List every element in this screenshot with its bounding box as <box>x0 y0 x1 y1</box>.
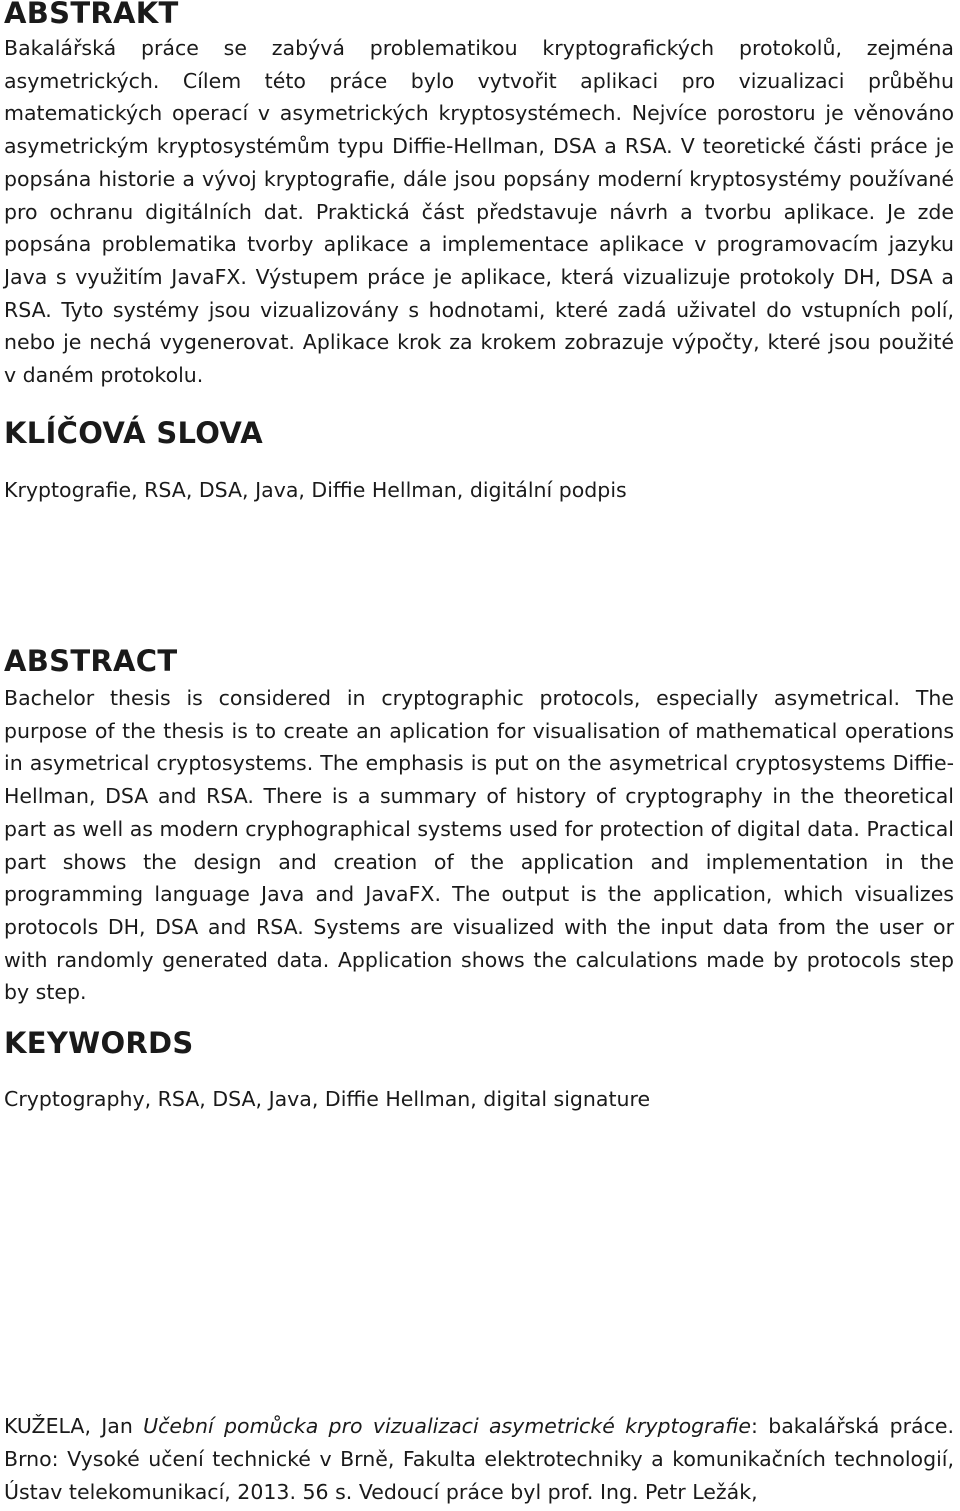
keywords-heading: KEYWORDS <box>4 1026 194 1060</box>
klicova-slova-heading: KLÍČOVÁ SLOVA <box>4 416 263 450</box>
citation-details: : bakalářská práce. Brno: Vysoké učení technické v Brně, Fakulta elektrotechniky a komunikačních technologií, Ústav telekomunikací, 2013. 56 s. Vedoucí práce byl prof. Ing. Petr Ležák, <box>4 1414 954 1504</box>
citation-author: KUŽELA, Jan <box>4 1414 144 1438</box>
abstrakt-heading: ABSTRAKT <box>4 0 179 30</box>
abstract-text: Bachelor thesis is considered in cryptographic protocols, especially asymetrical. The purpose of the thesis is to create an aplication for visualisation of mathematical operations in asymetrical cryptosystems. The emphasis is put on the asymetrical cryptosystems Diffie-Hellman, DSA and RSA. There is a summary of history of cryptography in the theoretical part as well as modern cryphographical systems used for protection of digital data. Practical part shows the design and creation of the application and implementation in the programming language Java and JavaFX. The output is the application, which visualizes protocols DH, DSA and RSA. Systems are visualized with the input data from the user or with randomly generated data. Application shows the calculations made by protocols step by step. <box>4 686 954 1005</box>
abstrakt-text: Bakalářská práce se zabývá problematikou kryptografických protokolů, zejména asymetrických. Cílem této práce bylo vytvořit aplikaci pro vizualizaci průběhu matematických operací v asymetrických kryptosystémech. Nejvíce porostoru je věnováno asymetrickým kryptosystémům typu Diffie-Hellman, DSA a RSA. V teoretické části práce je popsána historie a vývoj kryptografie, dále jsou popsány moderní kryptosystémy používané pro ochranu digitálních dat. Praktická část představuje návrh a tvorbu aplikace. Je zde popsána problematika tvorby aplikace a implementace aplikace v programovacím jazyku Java s využitím JavaFX. Výstupem práce je aplikace, která vizualizuje protokoly DH, DSA a RSA. Tyto systémy jsou vizualizovány s hodnotami, které zadá uživatel do vstupních polí, nebo je nechá vygenerovat. Aplikace krok za krokem zobrazuje výpočty, které jsou použité v daném protokolu. <box>4 36 954 388</box>
bibliographic-citation <box>4 1410 954 1509</box>
keywords-text: Cryptography, RSA, DSA, Java, Diffie Hellman, digital signature <box>4 1087 651 1111</box>
klicova-slova-text: Kryptografie, RSA, DSA, Java, Diffie Hellman, digitální podpis <box>4 478 627 502</box>
abstract-heading: ABSTRACT <box>4 644 178 678</box>
citation-title: Učební pomůcka pro vizualizaci asymetrické kryptografie <box>143 1414 751 1438</box>
